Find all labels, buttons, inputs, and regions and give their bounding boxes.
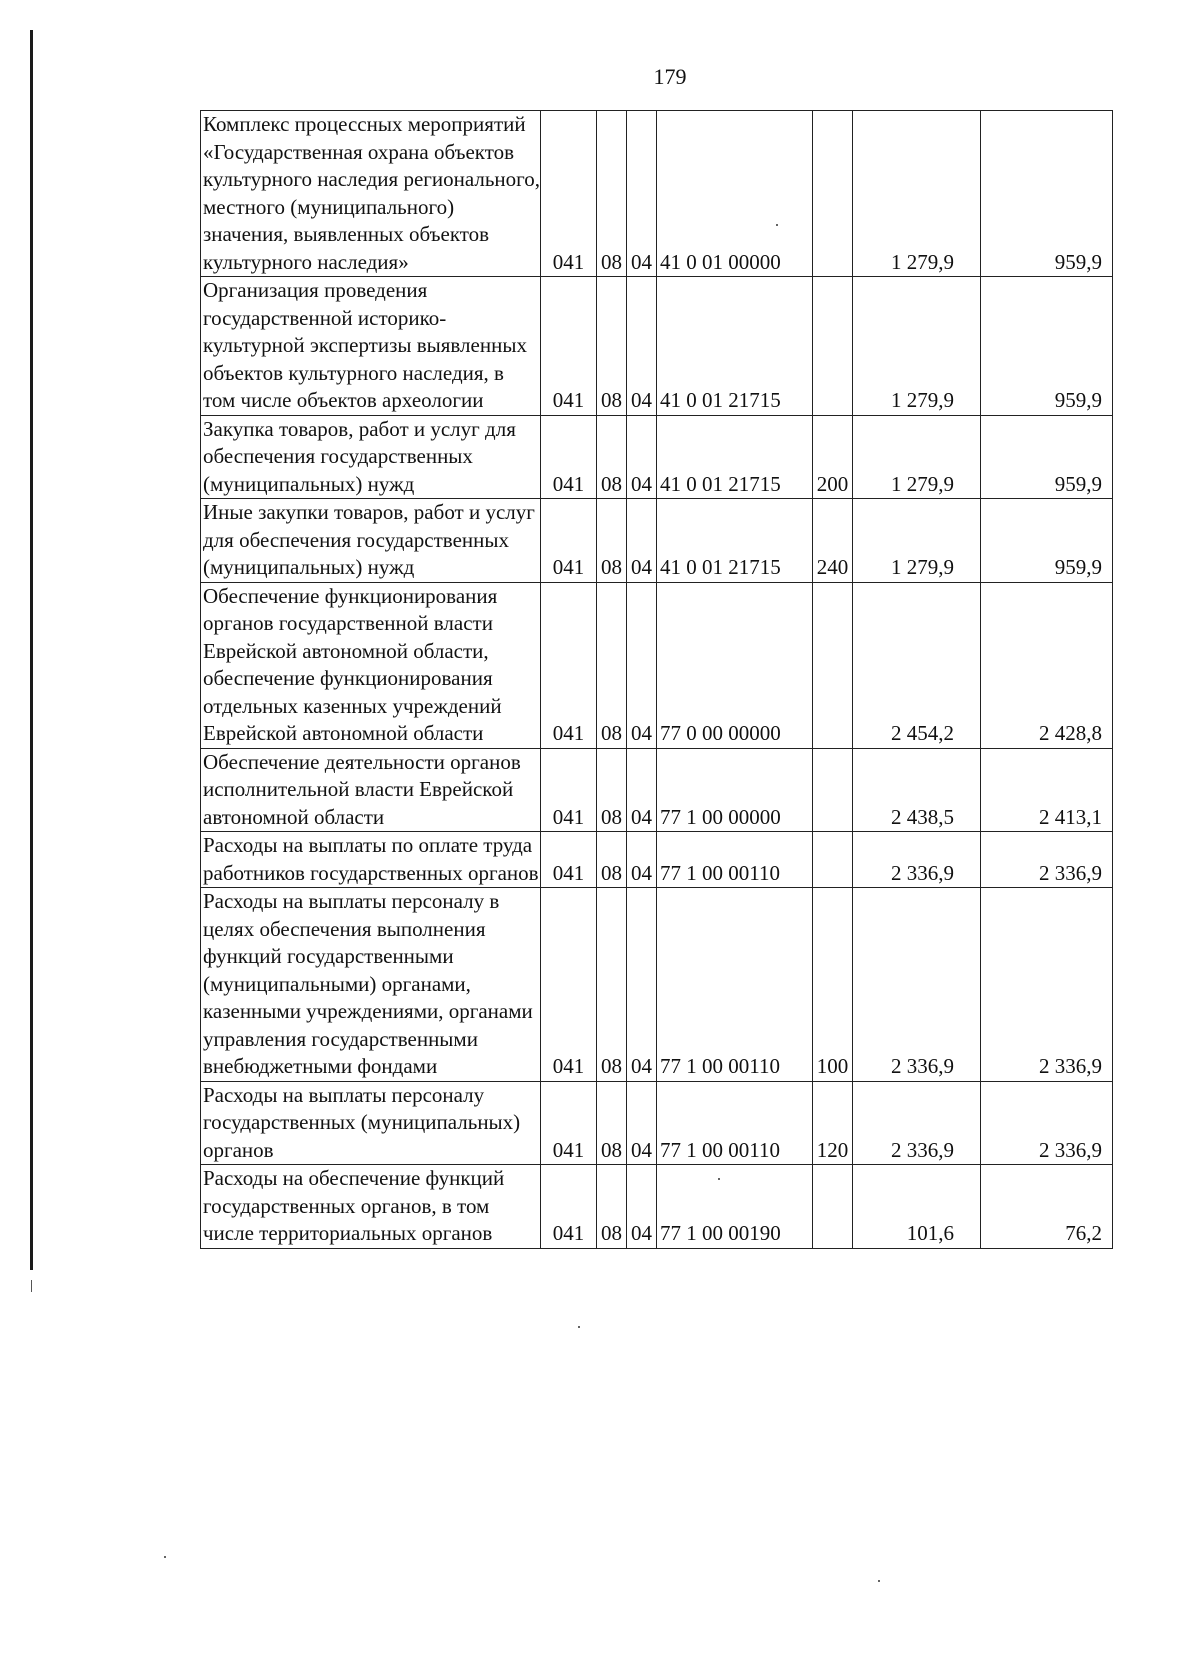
section-code-cell: 08 xyxy=(597,111,627,277)
ministry-code-cell: 041 xyxy=(541,748,597,832)
row-name-cell: Организация проведения государственной историко-культурной экспертизы выявленных объектов культурного наследия, в том числе объектов археологии xyxy=(201,277,541,416)
table-row xyxy=(201,499,1113,583)
subsection-code-cell: 04 xyxy=(627,111,657,277)
sum-year2-cell: 2 428,8 xyxy=(981,582,1113,748)
subsection-code-cell: 04 xyxy=(627,1081,657,1165)
program-code-cell: 77 1 00 00110 xyxy=(657,832,813,888)
expense-type-cell: 200 xyxy=(813,415,853,499)
sum-year1-cell: 2 438,5 xyxy=(853,748,981,832)
ministry-code-cell: 041 xyxy=(541,277,597,416)
sum-year1-cell: 1 279,9 xyxy=(853,499,981,583)
row-name-cell: Иные закупки товаров, работ и услуг для обеспечения государственных (муниципальных) нужд xyxy=(201,499,541,583)
sum-year2-cell: 959,9 xyxy=(981,499,1113,583)
ministry-code-cell: 041 xyxy=(541,415,597,499)
sum-year1-cell: 1 279,9 xyxy=(853,111,981,277)
sum-year1-cell: 2 336,9 xyxy=(853,832,981,888)
table-row xyxy=(201,1081,1113,1165)
section-code-cell: 08 xyxy=(597,277,627,416)
table-row xyxy=(201,748,1113,832)
sum-year2-cell: 959,9 xyxy=(981,111,1113,277)
table-row xyxy=(201,1165,1113,1249)
program-code-cell: 41 0 01 00000 xyxy=(657,111,813,277)
expense-type-cell: 240 xyxy=(813,499,853,583)
subsection-code-cell: 04 xyxy=(627,415,657,499)
table-row xyxy=(201,277,1113,416)
subsection-code-cell: 04 xyxy=(627,748,657,832)
subsection-code-cell: 04 xyxy=(627,277,657,416)
scan-speck xyxy=(718,1178,720,1180)
sum-year1-cell: 101,6 xyxy=(853,1165,981,1249)
scan-speck xyxy=(878,1580,880,1582)
scan-speck xyxy=(578,1326,580,1328)
sum-year1-cell: 2 336,9 xyxy=(853,888,981,1082)
program-code-cell: 77 1 00 00000 xyxy=(657,748,813,832)
ministry-code-cell: 041 xyxy=(541,499,597,583)
sum-year1-cell: 1 279,9 xyxy=(853,277,981,416)
sum-year2-cell: 2 336,9 xyxy=(981,888,1113,1082)
ministry-code-cell: 041 xyxy=(541,582,597,748)
section-code-cell: 08 xyxy=(597,415,627,499)
subsection-code-cell: 04 xyxy=(627,1165,657,1249)
subsection-code-cell: 04 xyxy=(627,888,657,1082)
program-code-cell: 77 1 00 00110 xyxy=(657,888,813,1082)
expense-type-cell xyxy=(813,582,853,748)
expense-type-cell: 120 xyxy=(813,1081,853,1165)
budget-table-body xyxy=(201,111,1113,1249)
table-row xyxy=(201,888,1113,1082)
expense-type-cell xyxy=(813,1165,853,1249)
ministry-code-cell: 041 xyxy=(541,1081,597,1165)
table-row xyxy=(201,111,1113,277)
row-name-cell: Закупка товаров, работ и услуг для обеспечения государственных (муниципальных) нужд xyxy=(201,415,541,499)
expense-type-cell xyxy=(813,111,853,277)
section-code-cell: 08 xyxy=(597,582,627,748)
program-code-cell: 41 0 01 21715 xyxy=(657,277,813,416)
row-name-cell: Обеспечение деятельности органов исполнительной власти Еврейской автономной области xyxy=(201,748,541,832)
expense-type-cell xyxy=(813,748,853,832)
section-code-cell: 08 xyxy=(597,1165,627,1249)
row-name-cell: Расходы на выплаты по оплате труда работников государственных органов xyxy=(201,832,541,888)
ministry-code-cell: 041 xyxy=(541,1165,597,1249)
section-code-cell: 08 xyxy=(597,1081,627,1165)
table-row xyxy=(201,415,1113,499)
sum-year1-cell: 1 279,9 xyxy=(853,415,981,499)
section-code-cell: 08 xyxy=(597,888,627,1082)
section-code-cell: 08 xyxy=(597,748,627,832)
row-name-cell: Расходы на выплаты персоналу государственных (муниципальных) органов xyxy=(201,1081,541,1165)
subsection-code-cell: 04 xyxy=(627,832,657,888)
ministry-code-cell: 041 xyxy=(541,888,597,1082)
subsection-code-cell: 04 xyxy=(627,582,657,748)
sum-year2-cell: 76,2 xyxy=(981,1165,1113,1249)
sum-year1-cell: 2 454,2 xyxy=(853,582,981,748)
sum-year2-cell: 2 336,9 xyxy=(981,832,1113,888)
subsection-code-cell: 04 xyxy=(627,499,657,583)
section-code-cell: 08 xyxy=(597,499,627,583)
sum-year2-cell: 959,9 xyxy=(981,415,1113,499)
ministry-code-cell: 041 xyxy=(541,111,597,277)
program-code-cell: 77 1 00 00110 xyxy=(657,1081,813,1165)
scan-margin-line xyxy=(30,30,33,1270)
budget-table xyxy=(200,110,1113,1249)
table-row xyxy=(201,832,1113,888)
ministry-code-cell: 041 xyxy=(541,832,597,888)
row-name-cell: Расходы на выплаты персоналу в целях обеспечения выполнения функций государственными (муниципальными) органами, казенными учреждениями, органами управления государственными внебюджетными фондами xyxy=(201,888,541,1082)
page-number: 179 xyxy=(653,64,687,89)
sum-year1-cell: 2 336,9 xyxy=(853,1081,981,1165)
row-name-cell: Комплекс процессных мероприятий «Государственная охрана объектов культурного наследия регионального, местного (муниципального) значения, выявленных объектов культурного наследия» xyxy=(201,111,541,277)
row-name-cell: Расходы на обеспечение функций государственных органов, в том числе территориальных органов xyxy=(201,1165,541,1249)
program-code-cell: 41 0 01 21715 xyxy=(657,499,813,583)
sum-year2-cell: 959,9 xyxy=(981,277,1113,416)
program-code-cell: 41 0 01 21715 xyxy=(657,415,813,499)
expense-type-cell xyxy=(813,832,853,888)
table-row xyxy=(201,582,1113,748)
scan-speck xyxy=(776,224,778,226)
sum-year2-cell: 2 336,9 xyxy=(981,1081,1113,1165)
expense-type-cell: 100 xyxy=(813,888,853,1082)
row-name-cell: Обеспечение функционирования органов государственной власти Еврейской автономной области, обеспечение функционирования отдельных казенных учреждений Еврейской автономной области xyxy=(201,582,541,748)
sum-year2-cell: 2 413,1 xyxy=(981,748,1113,832)
scan-speck xyxy=(164,1556,166,1558)
expense-type-cell xyxy=(813,277,853,416)
section-code-cell: 08 xyxy=(597,832,627,888)
scan-margin-tick xyxy=(31,1280,32,1292)
program-code-cell: 77 0 00 00000 xyxy=(657,582,813,748)
program-code-cell: 77 1 00 00190 xyxy=(657,1165,813,1249)
